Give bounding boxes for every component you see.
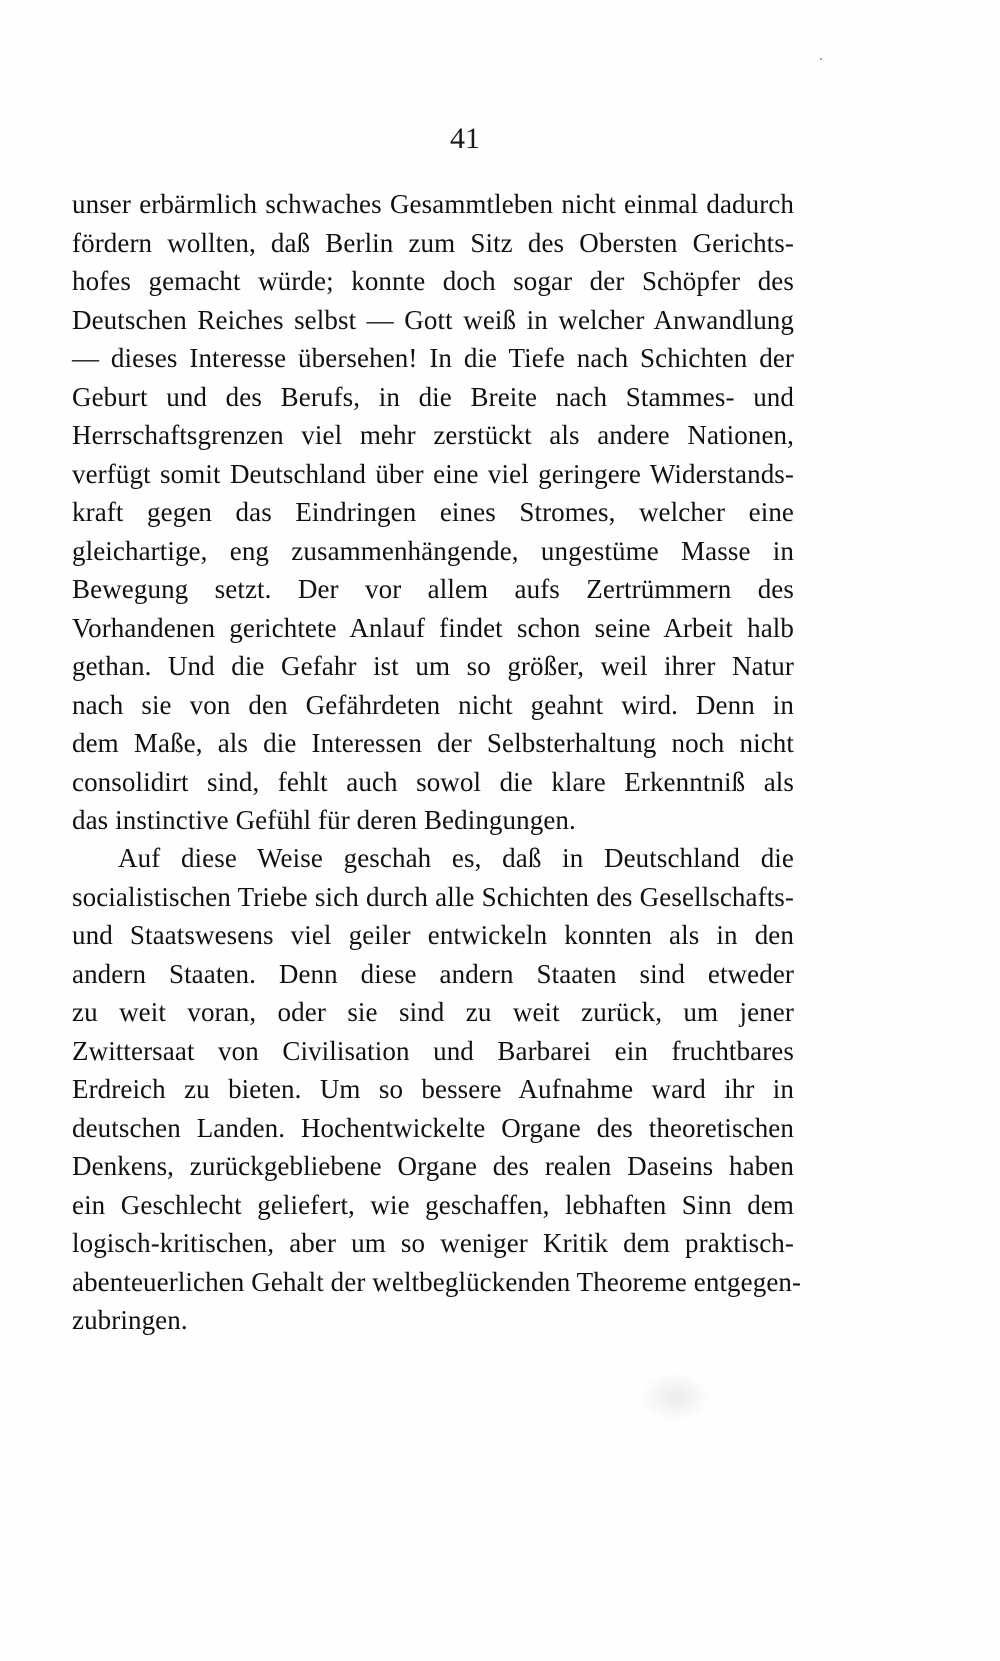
text-line: Bewegung setzt. Der vor allem aufs Zertrümmern des bbox=[72, 574, 794, 604]
text-line: verfügt somit Deutschland über eine viel geringere Widerstands- bbox=[72, 458, 794, 489]
text-line: dem Maße, als die Interessen der Selbsterhaltung noch nicht bbox=[72, 728, 794, 758]
text-line: — dieses Interesse übersehen! In die Tiefe nach Schichten der bbox=[72, 343, 794, 373]
text-line: nach sie von den Gefährdeten nicht geahnt wird. Denn in bbox=[72, 689, 794, 720]
paragraph-1 bbox=[72, 185, 794, 840]
text-line: kraft gegen das Eindringen eines Stromes, welcher eine bbox=[72, 497, 794, 527]
text-line: und Staatswesens viel geiler entwickeln konnten als in den bbox=[72, 920, 794, 950]
text-line: Erdreich zu bieten. Um so bessere Aufnahme ward ihr in bbox=[72, 1074, 794, 1104]
text-line: zubringen. bbox=[72, 1305, 188, 1335]
paper-speck bbox=[820, 58, 822, 60]
paragraph-2 bbox=[72, 839, 802, 1340]
text-line: Denkens, zurückgebliebene Organe des realen Daseins haben bbox=[72, 1151, 794, 1181]
text-line: logisch-kritischen, aber um so weniger Kritik dem praktisch- bbox=[72, 1228, 794, 1258]
text-line: andern Staaten. Denn diese andern Staaten sind etweder bbox=[72, 958, 794, 989]
text-line: Herrschaftsgrenzen viel mehr zerstückt als andere Nationen, bbox=[72, 420, 794, 450]
text-line: unser erbärmlich schwaches Gesammtleben nicht einmal dadurch bbox=[72, 189, 794, 219]
paper-smudge bbox=[640, 1372, 710, 1422]
text-line: Vorhandenen gerichtete Anlauf findet schon seine Arbeit halb bbox=[72, 612, 794, 643]
text-line: gleichartige, eng zusammenhängende, ungestüme Masse in bbox=[72, 535, 794, 566]
text-line: deutschen Landen. Hochentwickelte Organe des theoretischen bbox=[72, 1112, 794, 1143]
text-line: Deutschen Reiches selbst — Gott weiß in welcher Anwandlung bbox=[72, 304, 794, 335]
text-line: Zwittersaat von Civilisation und Barbarei ein fruchtbares bbox=[72, 1035, 794, 1066]
text-line: consolidirt sind, fehlt auch sowol die klare Erkenntniß als bbox=[72, 766, 794, 797]
text-line: abenteuerlichen Gehalt der weltbeglückenden Theoreme entgegen- bbox=[72, 1266, 802, 1297]
text-line: hofes gemacht würde; konnte doch sogar der Schöpfer des bbox=[72, 266, 794, 296]
text-line: socialistischen Triebe sich durch alle Schichten des Gesellschafts- bbox=[72, 881, 794, 912]
page-number: 41 bbox=[450, 122, 480, 155]
text-line: Auf diese Weise geschah es, daß in Deutschland die bbox=[118, 843, 794, 873]
text-line: Geburt und des Berufs, in die Breite nach Stammes- und bbox=[72, 381, 794, 412]
text-line: das instinctive Gefühl für deren Bedingungen. bbox=[72, 805, 576, 835]
text-line: zu weit voran, oder sie sind zu weit zurück, um jener bbox=[72, 997, 794, 1027]
text-line: fördern wollten, daß Berlin zum Sitz des Obersten Gerichts- bbox=[72, 227, 794, 258]
text-line: ein Geschlecht geliefert, wie geschaffen, lebhaften Sinn dem bbox=[72, 1189, 794, 1220]
text-line: gethan. Und die Gefahr ist um so größer, weil ihrer Natur bbox=[72, 651, 794, 681]
